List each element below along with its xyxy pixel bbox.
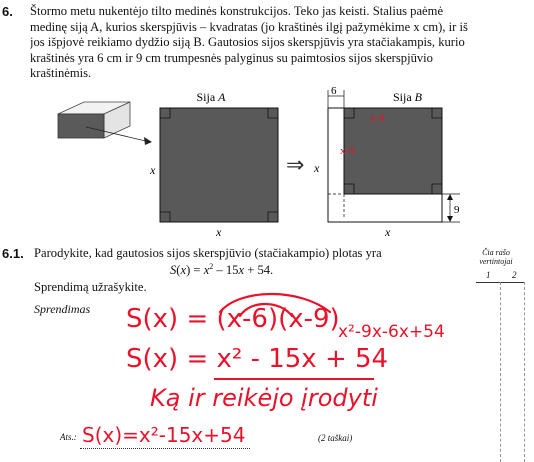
problem-number: 6.	[2, 4, 13, 19]
problem-line: Štormo metu nukentėjo tilto medinės konstrukcijos. Teko jas keisti. Stalius paėmė	[30, 4, 444, 18]
handwritten-x-minus-6: x-6	[370, 112, 385, 124]
grader-separator	[500, 282, 502, 462]
answer-label: Ats.:	[60, 432, 77, 442]
handwritten-line-3: Ką ir reikėjo įrodyti	[150, 384, 378, 412]
points-label: (2 taškai)	[318, 433, 353, 443]
grader-col2: 2	[512, 270, 517, 280]
grader-col1: 1	[486, 270, 491, 280]
dim-nine: 9	[454, 204, 460, 216]
sija-b-label: Sija B	[393, 90, 423, 104]
handwritten-underline	[214, 378, 374, 380]
problem-line: jos išpjovė reikiamo dydžio siją B. Gautosios sijos skerspjūvis yra stačiakampis, kurio	[30, 35, 465, 49]
solution-label: Sprendimas	[34, 302, 91, 316]
grader-title: Čia rašo vertintojai	[479, 248, 513, 266]
subproblem-line2: Sprendimą užrašykite.	[34, 280, 147, 294]
answer-line	[80, 448, 250, 449]
subproblem-number: 6.1.	[2, 246, 24, 261]
grader-separator	[524, 282, 526, 462]
subproblem-line1: Parodykite, kad gautosios sijos skerspjūvio (stačiakampio) plotas yra	[34, 246, 382, 260]
handwritten-arcs	[180, 286, 350, 346]
sija-a-label: Sija A	[196, 90, 226, 104]
problem-line: kraštinės yra 6 cm ir 9 cm trumpesnės palyginus su paimtosios sijos skerspjūvio	[30, 50, 433, 65]
handwritten-line-2: S(x) = x² - 15x + 54	[126, 344, 389, 374]
problem-text	[30, 4, 528, 82]
beam-figure	[0, 82, 534, 242]
formula: $S(x) = x^2 - 15x + 54$.	[170, 262, 274, 278]
transform-arrow: ⇒	[286, 152, 305, 177]
problem-line: kraštinėmis.	[30, 66, 92, 80]
handwritten-line-1: S(x) = (x-6)(x-9)	[126, 304, 340, 334]
sija-a-x-bottom: x	[216, 225, 222, 239]
sija-b-x-bottom: x	[385, 225, 391, 239]
problem-line: medinę siją A, kurios skerspjūvis – kvadratas (jo kraštinės ilgį pažymėkime x cm), ir iš	[30, 19, 468, 34]
beam-3d-drawing	[58, 102, 130, 138]
handwritten-line-1-tail: x²-9x-6x+54	[338, 322, 445, 342]
handwritten-x-minus-9: x-9	[340, 145, 355, 157]
sija-a-x-left: x	[150, 163, 156, 177]
sija-b-rect	[344, 108, 442, 194]
handwritten-answer: S(x)=x²-15x+54	[82, 423, 246, 447]
dim-six: 6	[331, 85, 337, 97]
sija-a-square	[160, 108, 278, 222]
sija-b-x-left: x	[314, 161, 320, 175]
